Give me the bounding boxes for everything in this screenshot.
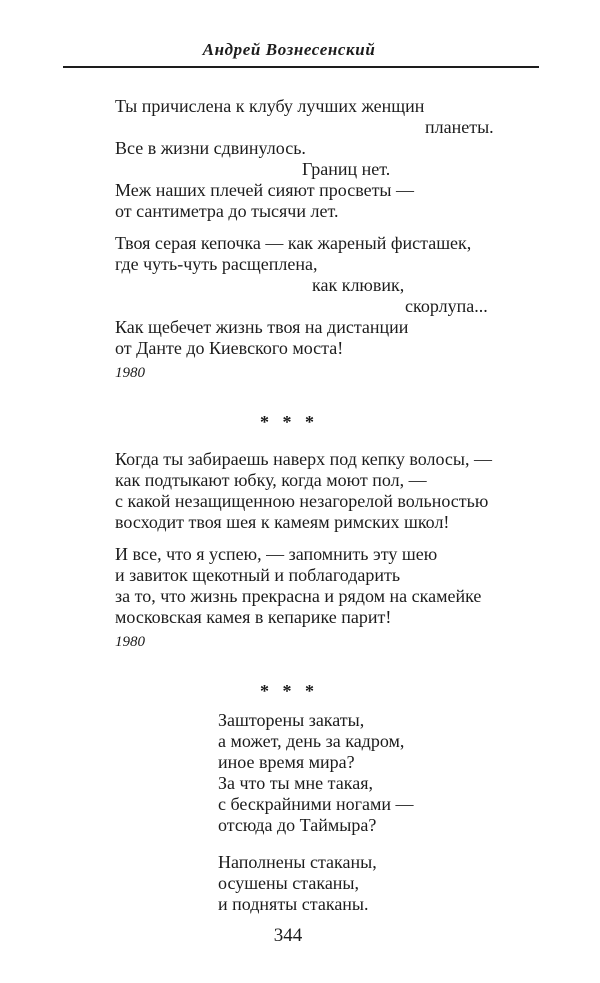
poem-date: 1980 xyxy=(115,365,145,381)
poem-2 xyxy=(115,449,600,651)
poem-line: осушены стаканы, xyxy=(218,873,360,893)
header-rule xyxy=(63,66,539,68)
poem-line: Твоя серая кепочка — как жареный фисташек, xyxy=(115,233,472,253)
poem-line: а может, день за кадром, xyxy=(218,731,405,751)
poem-line: Когда ты забираешь наверх под кепку волосы, — xyxy=(115,449,492,469)
poem-line: за то, что жизнь прекрасна и рядом на скамейке xyxy=(115,586,482,606)
poem-line: скорлупа... xyxy=(405,296,488,316)
poem-line: с какой незащищенною незагорелой вольностью xyxy=(115,491,489,511)
poem-2-stanza-2 xyxy=(115,544,600,628)
poem-line: как клювик, xyxy=(312,275,405,295)
poem-line: Все в жизни сдвинулось. xyxy=(115,138,306,158)
poem-3 xyxy=(218,710,600,915)
poem-date: 1980 xyxy=(115,634,145,650)
poem-line: За что ты мне такая, xyxy=(218,773,373,793)
poem-line: и подняты стаканы. xyxy=(218,894,369,914)
poem-line: как подтыкают юбку, когда моют пол, — xyxy=(115,470,427,490)
poem-1-stanza-2 xyxy=(115,233,600,359)
poem-line: где чуть-чуть расщеплена, xyxy=(115,254,318,274)
poem-line: Ты причислена к клубу лучших женщин xyxy=(115,96,425,116)
poem-line: Наполнены стаканы, xyxy=(218,852,377,872)
poem-line: отсюда до Таймыра? xyxy=(218,815,377,835)
poem-line: планеты. xyxy=(425,117,494,137)
poem-3-stanza-2 xyxy=(218,852,600,915)
poem-line: И все, что я успею, — запомнить эту шею xyxy=(115,544,438,564)
page-number: 344 xyxy=(273,925,303,946)
poem-line: Границ нет. xyxy=(302,159,391,179)
poem-2-stanza-1 xyxy=(115,449,600,533)
poem-line: Меж наших плечей сияют просветы — xyxy=(115,180,415,200)
poem-1 xyxy=(115,96,600,382)
poem-line: московская камея в кепарике парит! xyxy=(115,607,392,627)
running-header: Андрей Вознесенский xyxy=(202,40,376,59)
poem-line: с бескрайними ногами — xyxy=(218,794,414,814)
poem-line: иное время мира? xyxy=(218,752,355,772)
poem-separator: * * * xyxy=(260,412,314,432)
poem-line: Как щебечет жизнь твоя на дистанции xyxy=(115,317,409,337)
poem-line: от Данте до Киевского моста! xyxy=(115,338,344,358)
poem-1-stanza-1 xyxy=(115,96,600,222)
poem-separator: * * * xyxy=(260,681,314,701)
poem-3-stanza-1 xyxy=(218,710,600,836)
poem-line: и завиток щекотный и поблагодарить xyxy=(115,565,401,585)
poem-line: Зашторены закаты, xyxy=(218,710,365,730)
poem-line: восходит твоя шея к камеям римских школ! xyxy=(115,512,450,532)
poem-line: от сантиметра до тысячи лет. xyxy=(115,201,339,221)
